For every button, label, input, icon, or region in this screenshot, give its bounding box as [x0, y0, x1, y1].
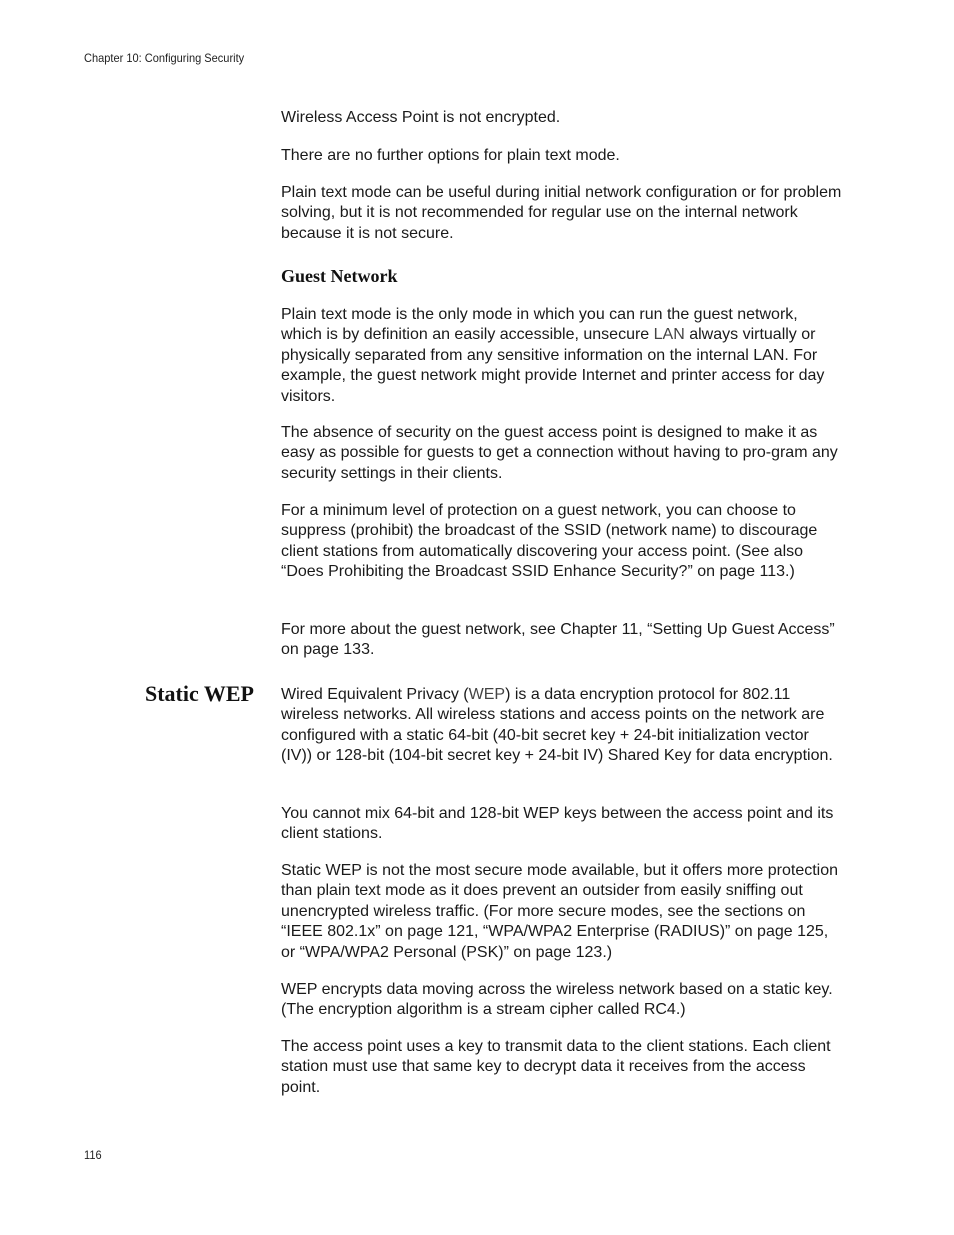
guest-network-paragraph-1: [281, 305, 843, 407]
page-number: 116: [84, 1148, 102, 1162]
static-wep-paragraph-4: WEP encrypts data moving across the wireless network based on a static key. (The encryption algorithm is a stream cipher called RC4.): [281, 981, 833, 1019]
wep-glossary-link[interactable]: WEP: [468, 686, 506, 703]
guest-network-paragraph-2: The absence of security on the guest access point is designed to make it as easy as possible for guests to get a connection without having to pro-gram any security settings in their clients.: [281, 424, 838, 482]
lan-glossary-link[interactable]: LAN: [653, 326, 685, 344]
static-wep-heading: Static WEP: [145, 681, 254, 706]
paragraph-text: always virtually or physically separated from any sensitive information on the internal LAN. For example, the guest network might provide Internet and printer access for day visitors.: [281, 326, 825, 405]
paragraph-text: ) is a data encryption protocol for 802.11 wireless networks. All wireless stations and access points on the network are configured with a static 64-bit (40-bit secret key + 24-bit initialization vector (IV)) or 128-bit (104-bit secret key + 24-bit IV) Shared Key for data encryption.: [281, 686, 833, 765]
running-header: Chapter 10: Configuring Security: [84, 51, 245, 65]
static-wep-paragraph-5: The access point uses a key to transmit data to the client stations. Each client station must use that same key to decrypt data it receives from the access point.: [281, 1038, 831, 1096]
static-wep-paragraph-1: [281, 685, 843, 767]
plain-text-paragraph-2: There are no further options for plain text mode.: [281, 147, 620, 164]
paragraph-text: Wired Equivalent Privacy (: [281, 686, 469, 703]
guest-network-paragraph-4: For more about the guest network, see Chapter 11, “Setting Up Guest Access” on page 133.: [281, 621, 835, 659]
guest-network-heading: Guest Network: [281, 266, 398, 286]
static-wep-paragraph-3: Static WEP is not the most secure mode available, but it offers more protection than plain text mode as it does prevent an outsider from easily sniffing out unencrypted wireless traffic. (For more secure modes, see the sections on “IEEE 802.1x” on page 121, “WPA/WPA2 Enterprise (RADIUS)” on page 125, or “WPA/WPA2 Personal (PSK)” on page 123.): [281, 862, 839, 961]
static-wep-paragraph-2: You cannot mix 64-bit and 128-bit WEP keys between the access point and its client stations.: [281, 805, 834, 843]
plain-text-paragraph-1: Wireless Access Point is not encrypted.: [281, 109, 561, 126]
paragraph-text: Plain text mode is the only mode in which you can run the guest network, which is by definition an easily accessible, unsecure: [281, 306, 798, 344]
guest-network-paragraph-3: For a minimum level of protection on a guest network, you can choose to suppress (prohibit) the broadcast of the SSID (network name) to discourage client stations from automatically discovering your access point. (See also “Does Prohibiting the Broadcast SSID Enhance Security?” on page 113.): [281, 502, 818, 581]
plain-text-paragraph-3: Plain text mode can be useful during initial network configuration or for problem solving, but it is not recommended for regular use on the internal network because it is not secure.: [281, 184, 842, 242]
